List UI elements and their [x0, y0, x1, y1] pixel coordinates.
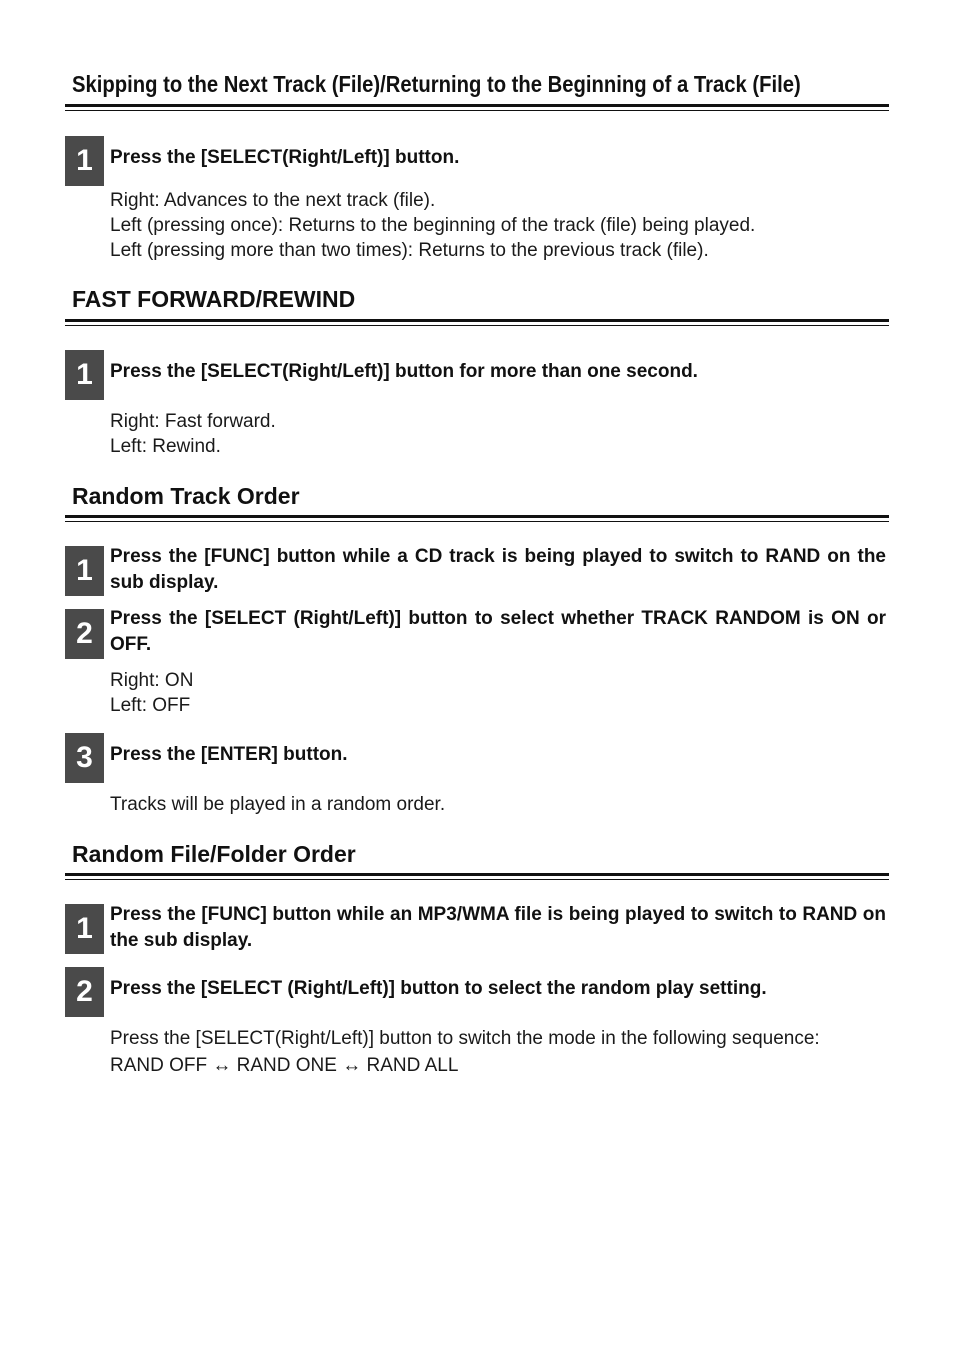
step-detail: Press the [SELECT(Right/Left)] button to switch the mode in the following sequence: — [110, 1028, 820, 1049]
step-detail: Tracks will be played in a random order. — [110, 794, 446, 815]
step-instruction: Press the [SELECT(Right/Left)] button for more than one second. — [110, 361, 698, 382]
section-heading-skipping: Skipping to the Next Track (File)/Returning to the Beginning of a Track (File) — [72, 71, 801, 97]
step-number: 1 — [65, 350, 104, 400]
step-detail: Left (pressing more than two times): Returns to the previous track (file). — [110, 240, 709, 261]
step-detail: Right: ON — [110, 670, 194, 691]
step-detail: Left: Rewind. — [110, 436, 221, 457]
step-number: 1 — [65, 136, 104, 186]
step-instruction: Press the [SELECT (Right/Left)] button to select the random play setting. — [110, 978, 767, 999]
step-number: 3 — [65, 733, 104, 783]
step-instruction: Press the [SELECT (Right/Left)] button to select whether TRACK RANDOM is ON or OFF. — [110, 608, 886, 655]
heading-rule — [65, 319, 889, 326]
heading-rule — [65, 873, 889, 880]
step-detail-sequence: RAND OFF ↔ RAND ONE ↔ RAND ALL — [110, 1055, 459, 1076]
step-number: 1 — [65, 546, 104, 596]
step-instruction: Press the [FUNC] button while a CD track is being played to switch to RAND on the sub display. — [110, 546, 886, 593]
heading-rule — [65, 104, 889, 111]
step-number: 1 — [65, 904, 104, 954]
section-heading-random-track: Random Track Order — [72, 483, 300, 509]
step-instruction: Press the [FUNC] button while an MP3/WMA file is being played to switch to RAND on the sub display. — [110, 904, 886, 951]
step-number: 2 — [65, 609, 104, 659]
step-instruction: Press the [ENTER] button. — [110, 744, 348, 765]
section-heading-random-file: Random File/Folder Order — [72, 841, 356, 867]
step-number: 2 — [65, 967, 104, 1017]
step-detail: Left: OFF — [110, 695, 191, 716]
heading-rule — [65, 515, 889, 522]
section-heading-fast-forward: FAST FORWARD/REWIND — [72, 286, 356, 312]
step-detail: Right: Advances to the next track (file). — [110, 190, 436, 211]
step-instruction: Press the [SELECT(Right/Left)] button. — [110, 147, 460, 168]
step-detail: Right: Fast forward. — [110, 411, 276, 432]
step-detail: Left (pressing once): Returns to the beginning of the track (file) being played. — [110, 215, 756, 236]
